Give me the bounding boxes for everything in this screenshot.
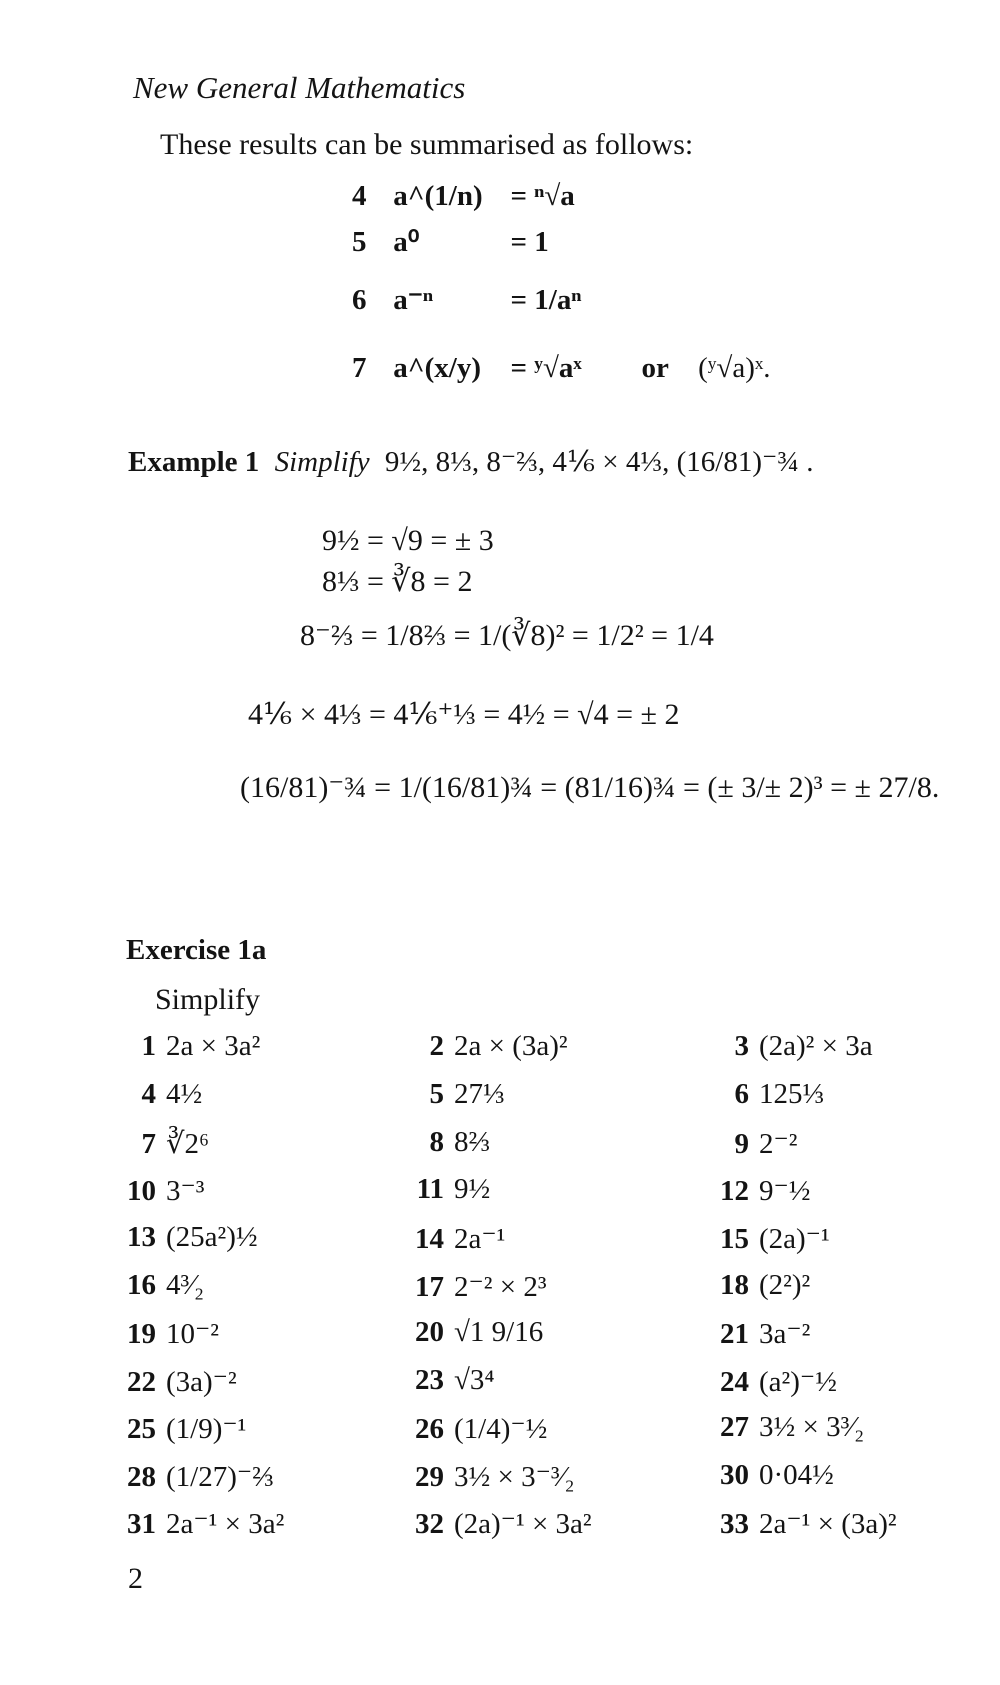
question-14: 14 2a⁻¹ bbox=[415, 1223, 506, 1255]
law-alt: (ʸ√a)ˣ. bbox=[698, 352, 771, 384]
question-33: 33 2a⁻¹ × (3a)² bbox=[720, 1508, 897, 1540]
question-13: 13 (25a²)½ bbox=[127, 1221, 258, 1253]
question-4: 4 4½ bbox=[141, 1078, 203, 1110]
question-30: 30 0·04½ bbox=[720, 1459, 834, 1491]
question-2: 2 2a × (3a)² bbox=[429, 1030, 568, 1062]
law-lhs: a^(1/n) bbox=[393, 180, 483, 212]
example-line-4: 4⅙ × 4⅓ = 4⅙⁺⅓ = 4½ = √4 = ± 2 bbox=[248, 698, 680, 731]
law-4: 4 a^(1/n) = ⁿ√a bbox=[352, 180, 575, 212]
example-label: Example 1 bbox=[128, 446, 260, 478]
law-7: 7 a^(x/y) = ʸ√aˣ or (ʸ√a)ˣ. bbox=[352, 352, 771, 384]
question-7: 7 ∛2⁶ bbox=[141, 1128, 210, 1160]
question-29: 29 3½ × 3⁻³⁄₂ bbox=[415, 1461, 575, 1493]
law-5: 5 a⁰ = 1 bbox=[352, 226, 549, 258]
law-6: 6 a⁻ⁿ = 1/aⁿ bbox=[352, 284, 582, 316]
question-25: 25 (1/9)⁻¹ bbox=[127, 1413, 247, 1445]
example-line-1: 9½ = √9 = ± 3 bbox=[322, 524, 494, 557]
question-9: 9 2⁻² bbox=[734, 1128, 798, 1160]
question-32: 32 (2a)⁻¹ × 3a² bbox=[415, 1508, 592, 1540]
question-24: 24 (a²)⁻½ bbox=[720, 1366, 837, 1398]
law-lhs: a^(x/y) bbox=[393, 352, 481, 384]
law-number: 7 bbox=[352, 352, 367, 384]
law-lhs: a⁰ bbox=[393, 226, 420, 258]
law-rhs: 1/aⁿ bbox=[534, 284, 582, 316]
exercise-title: Exercise 1a bbox=[126, 934, 267, 966]
question-11: 11 9½ bbox=[416, 1173, 491, 1205]
example-line-5: (16/81)⁻¾ = 1/(16/81)¾ = (81/16)¾ = (± 3/± 2)³ = ± 27/8. bbox=[240, 771, 940, 804]
summary-intro: These results can be summarised as follows: bbox=[160, 128, 694, 161]
law-or: or bbox=[641, 352, 669, 384]
law-number: 6 bbox=[352, 284, 367, 316]
question-28: 28 (1/27)⁻⅔ bbox=[127, 1461, 274, 1493]
question-21: 21 3a⁻² bbox=[720, 1318, 811, 1350]
question-26: 26 (1/4)⁻½ bbox=[415, 1413, 548, 1445]
law-rhs: 1 bbox=[534, 226, 549, 258]
question-20: 20 √1 9/16 bbox=[415, 1316, 544, 1348]
question-17: 17 2⁻² × 2³ bbox=[415, 1271, 547, 1303]
law-number: 5 bbox=[352, 226, 367, 258]
running-title: New General Mathematics bbox=[133, 70, 466, 105]
question-15: 15 (2a)⁻¹ bbox=[720, 1223, 830, 1255]
question-3: 3 (2a)² × 3a bbox=[734, 1030, 873, 1062]
example-line-2: 8⅓ = ∛8 = 2 bbox=[322, 565, 473, 598]
question-27: 27 3½ × 3³⁄₂ bbox=[720, 1411, 865, 1443]
law-number: 4 bbox=[352, 180, 367, 212]
law-lhs: a⁻ⁿ bbox=[393, 284, 434, 316]
exercise-instruction: Simplify bbox=[155, 983, 261, 1016]
question-19: 19 10⁻² bbox=[127, 1318, 220, 1350]
law-rhs: ʸ√aˣ bbox=[534, 352, 582, 384]
law-rhs: ⁿ√a bbox=[534, 180, 575, 212]
page-number: 2 bbox=[128, 1562, 143, 1595]
example-instruction: Simplify bbox=[274, 446, 370, 478]
question-1: 1 2a × 3a² bbox=[141, 1030, 261, 1062]
question-10: 10 3⁻³ bbox=[127, 1175, 205, 1207]
question-8: 8 8⅔ bbox=[429, 1126, 491, 1158]
example-line-3: 8⁻⅔ = 1/8⅔ = 1/(∛8)² = 1/2² = 1/4 bbox=[300, 619, 714, 652]
example-expression: 9½, 8⅓, 8⁻⅔, 4⅙ × 4⅓, (16/81)⁻¾ . bbox=[384, 446, 814, 478]
question-22: 22 (3a)⁻² bbox=[127, 1366, 237, 1398]
question-23: 23 √3⁴ bbox=[415, 1364, 495, 1396]
question-5: 5 27⅓ bbox=[429, 1078, 505, 1110]
question-18: 18 (2²)² bbox=[720, 1269, 811, 1301]
question-6: 6 125⅓ bbox=[734, 1078, 825, 1110]
question-12: 12 9⁻½ bbox=[720, 1175, 811, 1207]
question-31: 31 2a⁻¹ × 3a² bbox=[127, 1508, 285, 1540]
example-heading bbox=[128, 444, 814, 479]
question-16: 16 4³⁄₂ bbox=[127, 1269, 205, 1301]
